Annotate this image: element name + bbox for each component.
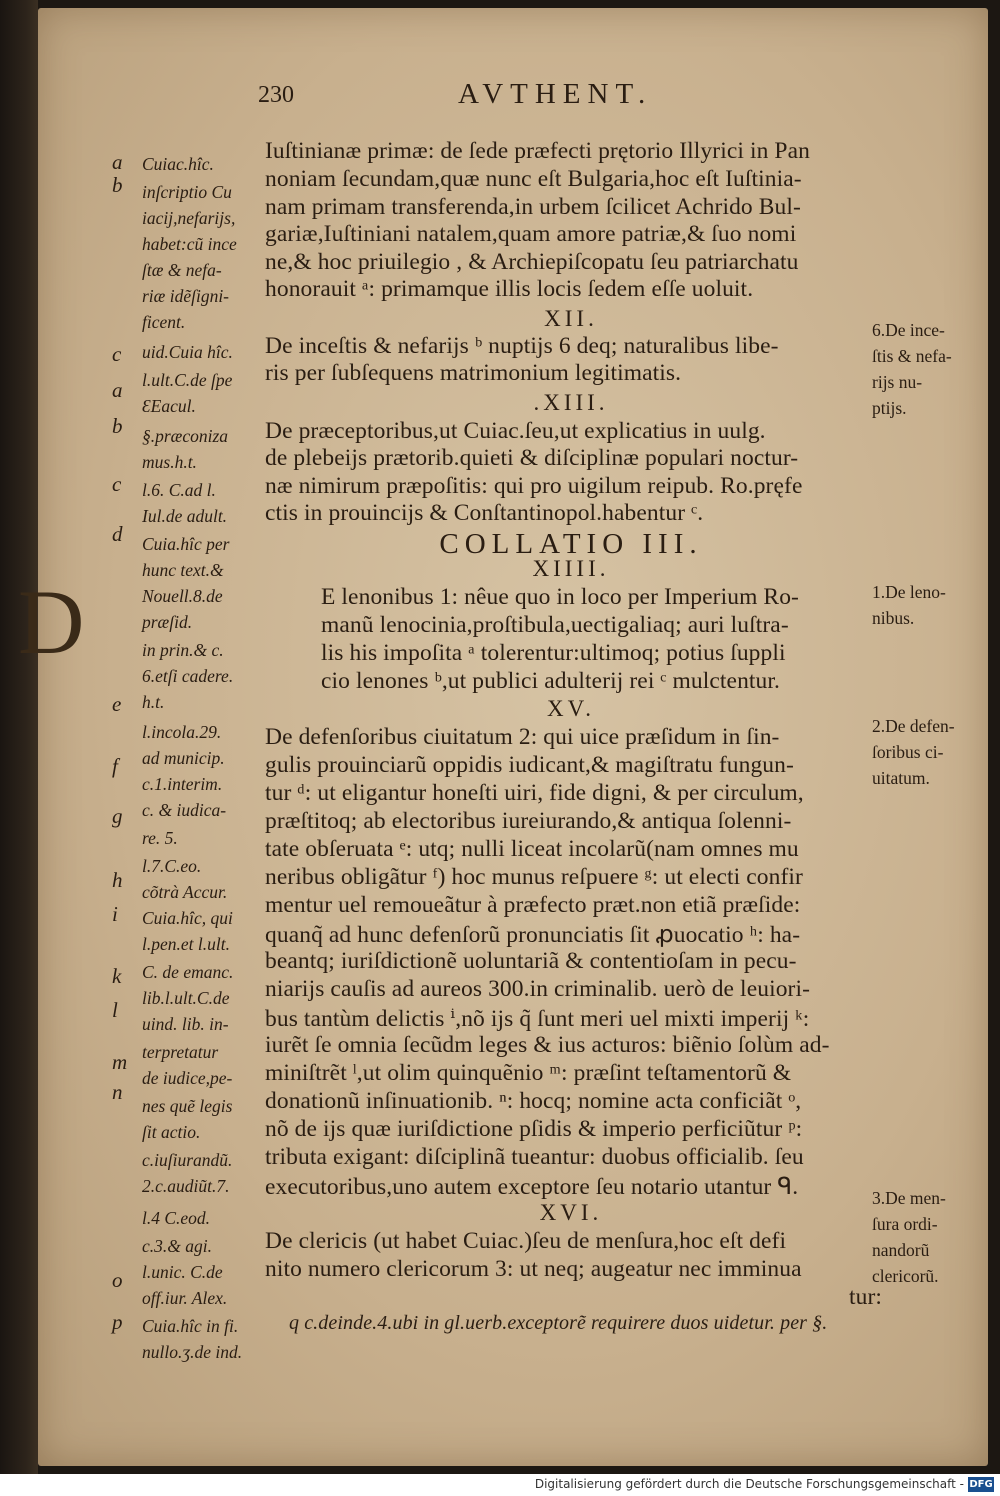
text-line: mentur uel remoueãtur à præfecto præt.non etiã præſide:: [265, 892, 801, 918]
right-margin-note-line: 3.De men-: [872, 1188, 946, 1208]
text-line: gariæ,Iuſtiniani natalem,quam amore patriæ,& ſuo nomi: [265, 221, 797, 247]
margin-note-letter: p: [112, 1310, 123, 1334]
left-margin-note-line: l.7.C.eo.: [142, 856, 202, 876]
left-margin-note-line: ſtæ & nefa-: [142, 260, 222, 280]
right-margin-note-line: nibus.: [872, 608, 915, 628]
section-number: XV.: [546, 696, 595, 721]
left-margin-note-line: ad municip.: [142, 748, 225, 768]
left-margin-note-line: l.incola.29.: [142, 722, 222, 742]
section-number: .XIII.: [533, 390, 609, 415]
margin-note-letter: f: [112, 754, 118, 778]
text-line: tributa exigant: diſciplinã tueantur: duobus officialib. ſeu: [265, 1144, 804, 1170]
margin-note-letter: g: [112, 804, 123, 828]
right-margin-note-line: ſtis & nefa-: [872, 346, 952, 366]
left-margin-note-line: terpretatur: [142, 1042, 219, 1062]
right-margin-note-line: ptijs.: [872, 398, 907, 418]
margin-note-letter: b: [112, 414, 123, 438]
left-margin-note-line: ficent.: [142, 312, 186, 332]
page-number: 230: [258, 82, 294, 108]
drop-capital-initial: D: [18, 571, 85, 673]
left-margin-note-line: c.3.& agi.: [142, 1236, 212, 1256]
left-margin-note-line: c. & iudica-: [142, 800, 227, 820]
text-line: tur ᵈ: ut eligantur honeſti uiri, fide digni, & per circulum,: [265, 780, 804, 806]
text-line: bus tantùm delictis ⁱ,nõ ijs q̃ ſunt meri uel mixti imperij ᵏ:: [265, 1006, 810, 1032]
text-line: E lenonibus 1: nêue quo in loco per Imperium Ro-: [321, 584, 799, 610]
left-margin-note-line: præſid.: [142, 612, 193, 632]
right-margin-note-line: ſura ordi-: [872, 1214, 938, 1234]
text-line: beantq; iuriſdictionẽ uoluntariã & contentioſam in pecu-: [265, 948, 797, 974]
left-margin-note-line: h.t.: [142, 692, 165, 712]
left-margin-note-line: cõtrà Accur.: [142, 882, 228, 902]
footnote-line: q c.deinde.4.ubi in gl.uerb.exceptorẽ requirere duos uidetur. per §.: [289, 1312, 828, 1334]
text-line: neribus obligãtur ᶠ) hoc munus reſpuere ᵍ: ut electi confir: [265, 864, 803, 890]
footer-credit: Digitalisierung gefördert durch die Deutsche Forschungsgemeinschaft -: [534, 1477, 964, 1491]
page-header: [258, 78, 878, 118]
left-margin-note-line: hunc text.&: [142, 560, 224, 580]
margin-note-letter: c: [112, 342, 122, 366]
text-line: tur:: [849, 1284, 883, 1310]
running-head: AVTHENT.: [458, 78, 653, 110]
left-margin-note-line: l.6. C.ad l.: [142, 480, 216, 500]
text-line: quanq̃ ad hunc defenſorũ pronunciatis ſit ꝓuocatio ʰ: ha-: [265, 922, 801, 948]
right-margin-note-line: nandorũ: [872, 1240, 930, 1260]
left-margin-note-line: l.unic. C.de: [142, 1262, 223, 1282]
left-margin-note-line: Cuia.hîc per: [142, 534, 230, 554]
left-margin-note-line: C. de emanc.: [142, 962, 234, 982]
margin-note-letter: o: [112, 1268, 123, 1292]
section-number: XII.: [544, 306, 598, 331]
digitization-footer: [0, 1474, 1000, 1496]
text-line: honorauit ᵃ: primamque illis locis ſedem eſſe uoluit.: [265, 276, 754, 302]
text-line: lis his impoſita ᵃ tolerentur:ultimoq; potius ſuppli: [321, 640, 786, 666]
left-margin-note-line: in prin.& c.: [142, 640, 224, 660]
left-margin-note-line: c.iuſiurandũ.: [142, 1150, 233, 1170]
left-margin-note-line: l.pen.et l.ult.: [142, 934, 230, 954]
text-line: ctis in prouincijs & Conſtantinopol.habentur ᶜ.: [265, 500, 704, 526]
left-margin-note-line: off.iur. Alex.: [142, 1288, 228, 1308]
left-margin-note-line: inſcriptio Cu: [142, 182, 232, 202]
left-margin-note-line: re. 5.: [142, 828, 178, 848]
right-margin-note-line: clericorũ.: [872, 1266, 939, 1286]
collatio-heading: COLLATIO III.: [439, 528, 703, 560]
book-binding-edge: [0, 0, 38, 1496]
text-line: miniſtrẽt ˡ,ut olim quinquẽnio ᵐ: præſint teſtamentorũ &: [265, 1060, 792, 1086]
text-line: nito numero clericorum 3: ut neq; augeatur nec imminua: [265, 1256, 802, 1282]
right-margin-note-line: 6.De ince-: [872, 320, 945, 340]
left-margin-note-line: l.4 C.eod.: [142, 1208, 211, 1228]
right-margin-note-line: 1.De leno-: [872, 582, 946, 602]
text-line: De inceſtis & nefarijs ᵇ nuptijs 6 deq; naturalibus libe-: [265, 333, 779, 359]
left-margin-note-line: Cuia.hîc, qui: [142, 908, 233, 928]
left-margin-note-line: uid.Cuia hîc.: [142, 342, 233, 362]
text-line: De clericis (ut habet Cuiac.)ſeu de menſura,hoc eſt defi: [265, 1228, 787, 1254]
left-margin-note-line: ƐEacul.: [142, 396, 196, 416]
text-line: de plebeijs prætorib.quieti & diſciplinæ populari noctur-: [265, 445, 799, 471]
text-line: ne,& hoc priuilegio , & Archiepiſcopatu ſeu patriarchatu: [265, 249, 799, 275]
text-line: noniam ſecundam,quæ nunc eſt Bulgaria,hoc eſt Iuſtinia-: [265, 166, 802, 192]
margin-note-letter: a: [112, 378, 123, 402]
left-margin-note-line: 2.c.audiũt.7.: [142, 1176, 230, 1196]
left-margin-note-line: 6.etſi cadere.: [142, 666, 234, 686]
margin-note-letter: d: [112, 522, 123, 546]
text-line: tate obſeruata ᵉ: utq; nulli liceat incolarũ(nam omnes mu: [265, 836, 799, 862]
left-margin-note-line: c.1.interim.: [142, 774, 223, 794]
left-margin-note-line: lib.l.ult.C.de: [142, 988, 230, 1008]
text-line: nam primam transferenda,in urbem ſcilicet Achrido Bul-: [265, 194, 801, 220]
left-margin-note-line: Iul.de adult.: [142, 506, 228, 526]
margin-note-letter: k: [112, 964, 122, 988]
dfg-logo: DFG: [969, 1479, 993, 1490]
left-margin-note-line: Cuia.hîc in fi.: [142, 1316, 239, 1336]
margin-note-letter: c: [112, 472, 122, 496]
left-margin-note-line: riæ idẽſigni-: [142, 286, 230, 306]
right-margin-note-line: 2.De defen-: [872, 716, 955, 736]
text-line: Iuſtinianæ primæ: de ſede præfecti prętorio Illyrici in Pan: [265, 138, 810, 164]
text-line: De defenſoribus ciuitatum 2: qui uice præſidum in ſin-: [265, 724, 780, 750]
text-line: executoribus,uno autem exceptore ſeu notario utantur ᑫ.: [265, 1174, 799, 1200]
text-line: næ nimirum præpoſitis: qui pro uigilum reipub. Ro.pręfe: [265, 473, 803, 499]
left-margin-note-line: §.præconiza: [142, 426, 229, 446]
section-number: XIIII.: [532, 556, 610, 581]
left-margin-note-line: nullo.ʒ.de ind.: [142, 1342, 243, 1362]
margin-note-letter: i: [112, 902, 118, 926]
margin-note-letter: n: [112, 1080, 123, 1104]
text-line: De præceptoribus,ut Cuiac.ſeu,ut explicatius in uulg.: [265, 418, 766, 444]
text-line: donationũ inſinuationib. ⁿ: hocq; nomine acta conficiãt ᵒ,: [265, 1088, 802, 1114]
right-margin-note-line: ſoribus ci-: [872, 742, 944, 762]
right-margin-note-line: uitatum.: [872, 768, 930, 788]
margin-note-letter: m: [112, 1050, 128, 1074]
text-line: nõ de ijs quæ iuriſdictione pſidis & imperio perficiũtur ᵖ:: [265, 1116, 803, 1142]
text-line: cio lenones ᵇ,ut publici adulterij rei ᶜ mulctentur.: [321, 668, 780, 694]
left-margin-note-line: ſit actio.: [142, 1122, 201, 1142]
margin-note-letter: h: [112, 868, 123, 892]
right-margin-note-line: rijs nu-: [872, 372, 923, 392]
left-margin-note-line: Nouell.8.de: [142, 586, 223, 606]
left-margin-note-line: l.ult.C.de ſpe: [142, 370, 233, 390]
left-margin-note-line: uind. lib. in-: [142, 1014, 229, 1034]
left-margin-note-line: Cuiac.hîc.: [142, 154, 214, 174]
section-number: XVI.: [539, 1200, 603, 1225]
left-margin-note-line: iacij,nefarijs,: [142, 208, 236, 228]
text-line: præſtitoq; ab electoribus iureiurando,& antiqua ſolenni-: [265, 808, 792, 834]
text-line: iurẽt ſe omnia ſecũdm leges & ius acturos: biẽnio ſolùm ad-: [265, 1032, 830, 1058]
text-line: niarijs cauſis ad aureos 300.in criminalib. uerò de leuiori-: [265, 976, 811, 1002]
text-line: ris per ſubſequens matrimonium legitimatis.: [265, 360, 682, 386]
left-margin-note-line: mus.h.t.: [142, 452, 197, 472]
left-margin-note-line: nes quẽ legis: [142, 1096, 233, 1116]
margin-note-letter: a: [112, 150, 123, 174]
margin-note-letter: e: [112, 692, 122, 716]
margin-note-letter: b: [112, 173, 123, 197]
left-margin-note-line: de iudice,pe-: [142, 1068, 233, 1088]
text-line: gulis prouinciarũ oppidis iudicant,& magiſtratu fungun-: [265, 752, 794, 778]
left-margin-note-line: habet:cũ ince: [142, 234, 237, 254]
text-line: manũ lenocinia,proſtibula,uectigaliaq; auri luſtra-: [321, 612, 789, 638]
margin-note-letter: l: [112, 998, 118, 1022]
